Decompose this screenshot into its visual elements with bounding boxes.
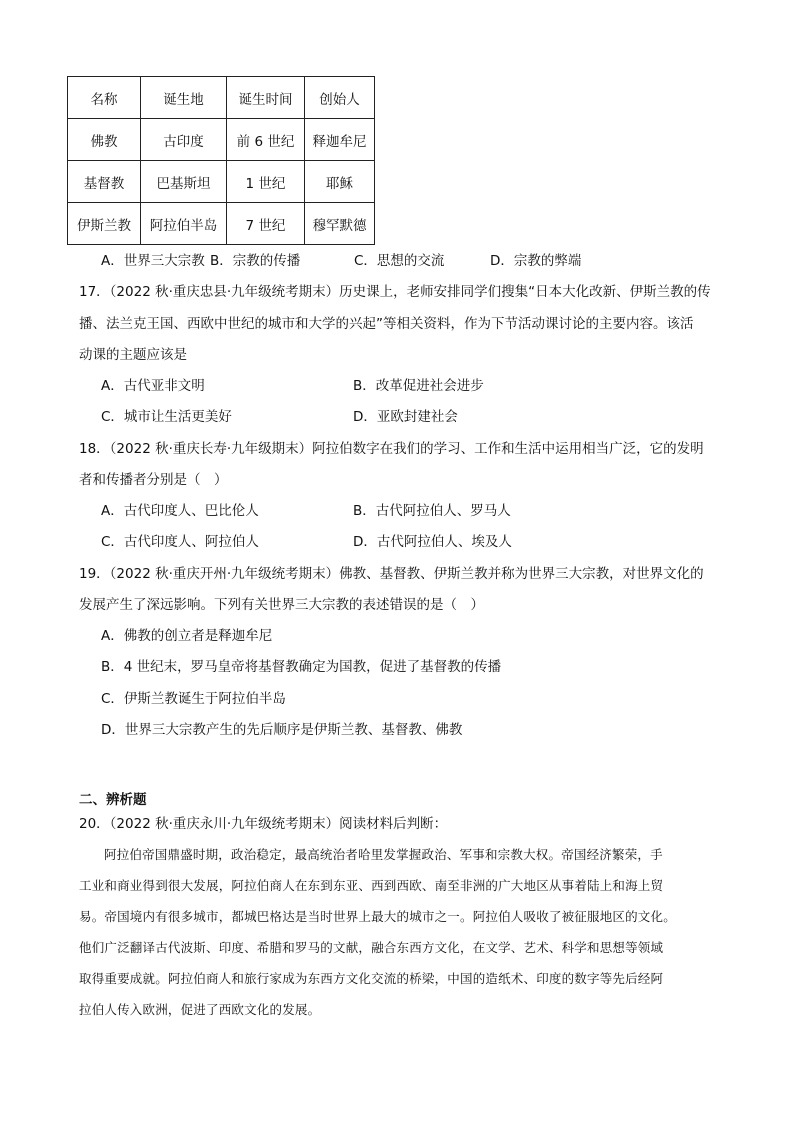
option-c: C．古代印度人、阿拉伯人	[101, 534, 259, 550]
material-line: 拉伯人传入欧洲，促进了西欧文化的发展。	[79, 1002, 321, 1017]
question-17-line: 17．（2022 秋·重庆忠县·九年级统考期末）历史课上，老师安排同学们搜集“日本大化改新、伊斯兰教的传	[79, 284, 711, 300]
option-b: B．古代阿拉伯人、罗马人	[353, 503, 511, 519]
table-cell: 释迦牟尼	[305, 119, 375, 161]
option-a: A．世界三大宗教	[101, 253, 205, 269]
question-17-line: 播、法兰克王国、西欧中世纪的城市和大学的兴起”等相关资料，作为下节活动课讨论的主要内容。该活	[79, 316, 694, 332]
option-a: A．佛教的创立者是释迦牟尼	[101, 628, 273, 644]
option-d: D．世界三大宗教产生的先后顺序是伊斯兰教、基督教、佛教	[101, 722, 463, 738]
option-a: A．古代亚非文明	[101, 378, 205, 394]
table-cell: 创始人	[305, 77, 375, 119]
table-cell: 古印度	[141, 119, 227, 161]
table-cell: 诞生时间	[227, 77, 305, 119]
table-cell: 1 世纪	[227, 161, 305, 203]
material-line: 取得重要成就。阿拉伯商人和旅行家成为东西方文化交流的桥梁，中国的造纸术、印度的数字等先后经阿	[79, 971, 664, 986]
question-18-line: 者和传播者分别是（ ）	[79, 472, 228, 488]
table-cell: 诞生地	[141, 77, 227, 119]
option-c: C．城市让生活更美好	[101, 409, 232, 425]
religions-table	[67, 76, 375, 245]
material-line: 他们广泛翻译古代波斯、印度、希腊和罗马的文献，融合东西方文化，在文学、艺术、科学和思想等领域	[79, 940, 664, 955]
table-header-row	[68, 77, 375, 119]
table-cell: 巴基斯坦	[141, 161, 227, 203]
table-row	[68, 119, 375, 161]
option-b: B．改革促进社会进步	[353, 378, 484, 394]
question-19-line: 19．（2022 秋·重庆开州·九年级统考期末）佛教、基督教、伊斯兰教并称为世界三大宗教，对世界文化的	[79, 566, 704, 582]
option-d: D．亚欧封建社会	[353, 409, 458, 425]
option-b: B．4 世纪末，罗马皇帝将基督教确定为国教，促进了基督教的传播	[101, 659, 502, 675]
option-d: D．古代阿拉伯人、埃及人	[353, 534, 512, 550]
question-18-line: 18．（2022 秋·重庆长寿·九年级期末）阿拉伯数字在我们的学习、工作和生活中运用相当广泛，它的发明	[79, 441, 704, 457]
option-d: D．宗教的弊端	[490, 253, 582, 269]
option-c: C．伊斯兰教诞生于阿拉伯半岛	[101, 691, 286, 707]
table-cell: 伊斯兰教	[68, 203, 141, 245]
table-cell: 阿拉伯半岛	[141, 203, 227, 245]
material-line: 易。帝国境内有很多城市，都城巴格达是当时世界上最大的城市之一。阿拉伯人吸收了被征服地区的文化。	[79, 909, 676, 924]
material-line: 工业和商业得到很大发展，阿拉伯商人在东到东亚、西到西欧、南至非洲的广大地区从事着陆上和海上贸	[79, 878, 664, 893]
question-17-line: 动课的主题应该是	[79, 347, 187, 363]
option-a: A．古代印度人、巴比伦人	[101, 503, 259, 519]
question-20-line: 20．（2022 秋·重庆永川·九年级统考期末）阅读材料后判断：	[79, 816, 448, 832]
table-cell: 前 6 世纪	[227, 119, 305, 161]
option-b: B．宗教的传播	[210, 253, 301, 269]
table-cell: 佛教	[68, 119, 141, 161]
option-c: C．思想的交流	[354, 253, 445, 269]
table-row	[68, 161, 375, 203]
table-cell: 耶稣	[305, 161, 375, 203]
table-cell: 名称	[68, 77, 141, 119]
material-line: 阿拉伯帝国鼎盛时期，政治稳定，最高统治者哈里发掌握政治、军事和宗教大权。帝国经济繁荣，手	[104, 847, 663, 862]
question-19-line: 发展产生了深远影响。下列有关世界三大宗教的表述错误的是（ ）	[79, 597, 484, 613]
table-cell: 7 世纪	[227, 203, 305, 245]
table-row	[68, 203, 375, 245]
section-title: 二、辨析题	[79, 792, 147, 808]
table-cell: 穆罕默德	[305, 203, 375, 245]
table-cell: 基督教	[68, 161, 141, 203]
